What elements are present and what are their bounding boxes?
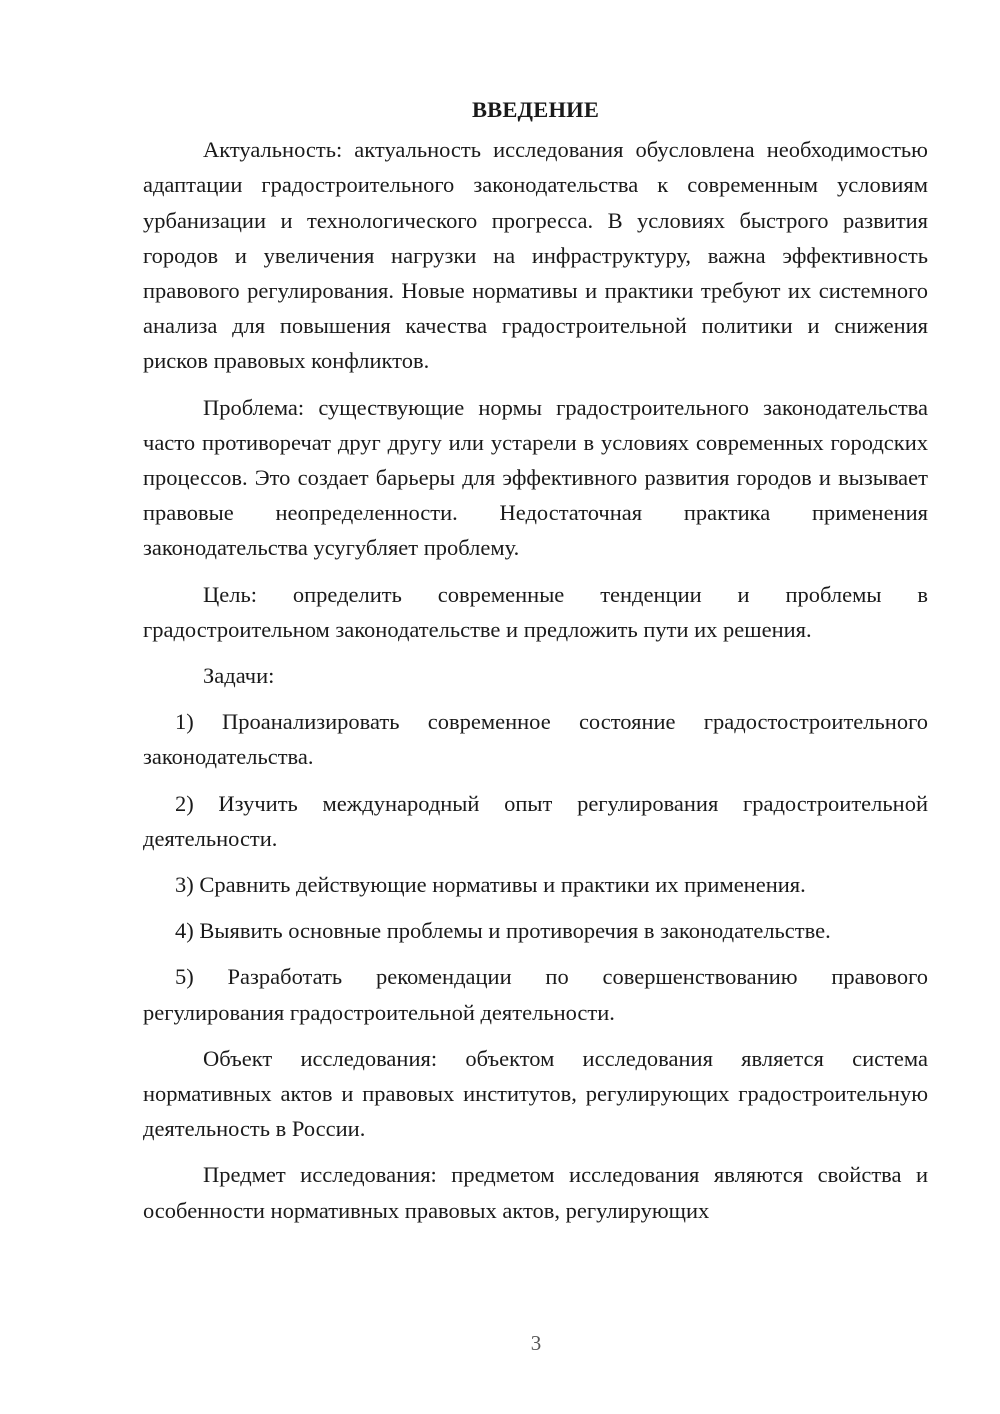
paragraph-goal: Цель: определить современные тенденции и проблемы в градостроительном законодательстве и предложить пути их решения. — [143, 581, 928, 642]
paragraph-object: Объект исследования: объектом исследования является система нормативных актов и правовых институтов, регулирующих градостроительную деятельность в России. — [143, 1045, 928, 1142]
paragraph-problem: Проблема: существующие нормы градостроительного законодательства часто противоречат друг другу или устарели в условиях современных городских процессов. Это создает барьеры для эффективного развития городов и вызывает правовые неопределенности. Недостаточная практика применения законодательства усугубляет проблему. — [143, 394, 928, 561]
page-number: 3 — [530, 1331, 542, 1355]
task-item: 2) Изучить международный опыт регулирования градостроительной деятельности. — [143, 790, 928, 851]
task-item: 1) Проанализировать современное состояние градостостроительного законодательства. — [143, 709, 928, 770]
tasks-label: Задачи: — [203, 663, 275, 689]
page-content — [143, 92, 928, 1239]
section-heading: ВВЕДЕНИЕ — [471, 97, 600, 122]
task-item: 4) Выявить основные проблемы и противоречия в законодательстве. — [175, 918, 831, 944]
task-item: 5) Разработать рекомендации по совершенствованию правового регулирования градостроительной деятельности. — [143, 964, 928, 1025]
task-item: 3) Сравнить действующие нормативы и практики их применения. — [175, 872, 806, 898]
paragraph-relevance: Актуальность: актуальность исследования обусловлена необходимостью адаптации градостроительного законодательства к современным условиям урбанизации и технологического прогресса. В условиях быстрого развития городов и увеличения нагрузки на инфраструктуру, важна эффективность правового регулирования. Новые нормативы и практики требуют их системного анализа для повышения качества градостроительной политики и снижения рисков правовых конфликтов. — [143, 137, 928, 374]
paragraph-subject: Предмет исследования: предметом исследования являются свойства и особенности нормативных правовых актов, регулирующих — [143, 1162, 928, 1223]
